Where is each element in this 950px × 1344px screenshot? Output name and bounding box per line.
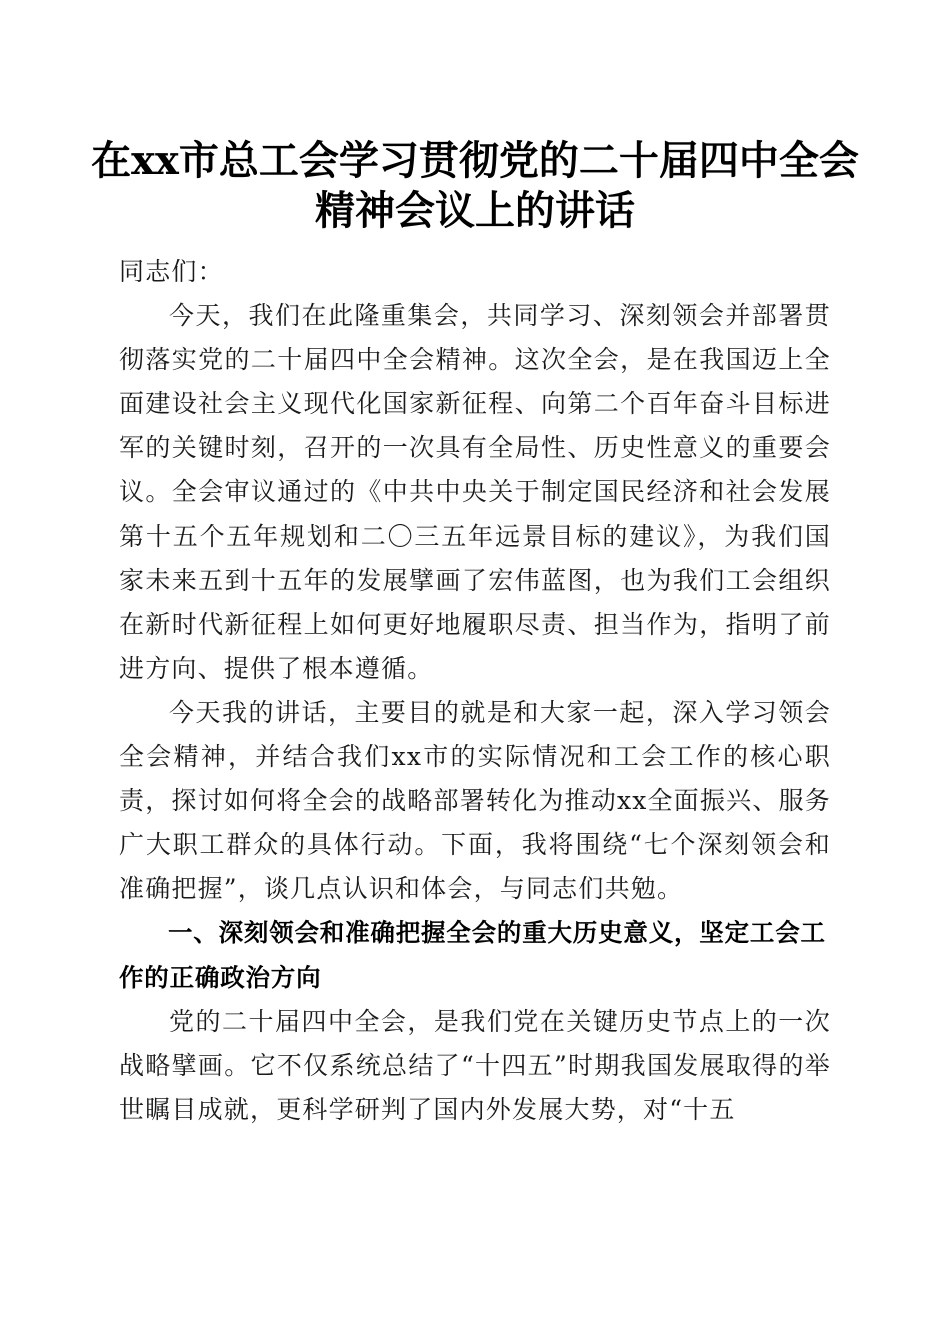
title-line-1: 在xx市总工会学习贯彻党的二十届四中全会 (91, 137, 859, 184)
document-title (90, 136, 860, 236)
paragraph-1: 今天，我们在此隆重集会，共同学习、深刻领会并部署贯彻落实党的二十届四中全会精神。这次全会，是在我国迈上全面建设社会主义现代化国家新征程、向第二个百年奋斗目标进军的关键时刻，召开的一次具有全局性、历史性意义的重要会议。全会审议通过的《中共中央关于制定国民经济和社会发展第十五个五年规划和二〇三五年远景目标的建议》，为我们国家未来五到十五年的发展擘画了宏伟蓝图，也为我们工会组织在新时代新征程上如何更好地履职尽责、担当作为，指明了前进方向、提供了根本遵循。 (119, 301, 831, 683)
paragraph-2: 今天我的讲话，主要目的就是和大家一起，深入学习领会全会精神，并结合我们xx市的实际情况和工会工作的核心职责，探讨如何将全会的战略部署转化为推动xx全面振兴、服务广大职工群众的具体行动。下面，我将围绕“七个深刻领会和准确把握”，谈几点认识和体会，与同志们共勉。 (119, 697, 831, 904)
title-line-2: 精神会议上的讲话 (315, 187, 635, 234)
paragraph-3: 党的二十届四中全会，是我们党在关键历史节点上的一次战略擘画。它不仅系统总结了“十四五”时期我国发展取得的举世瞩目成就，更科学研判了国内外发展大势，对“十五 (119, 1006, 831, 1124)
document-body (119, 250, 831, 1132)
salutation: 同志们： (119, 257, 224, 286)
section-heading-1: 一、深刻领会和准确把握全会的重大历史意义，坚定工会工作的正确政治方向 (119, 918, 826, 992)
